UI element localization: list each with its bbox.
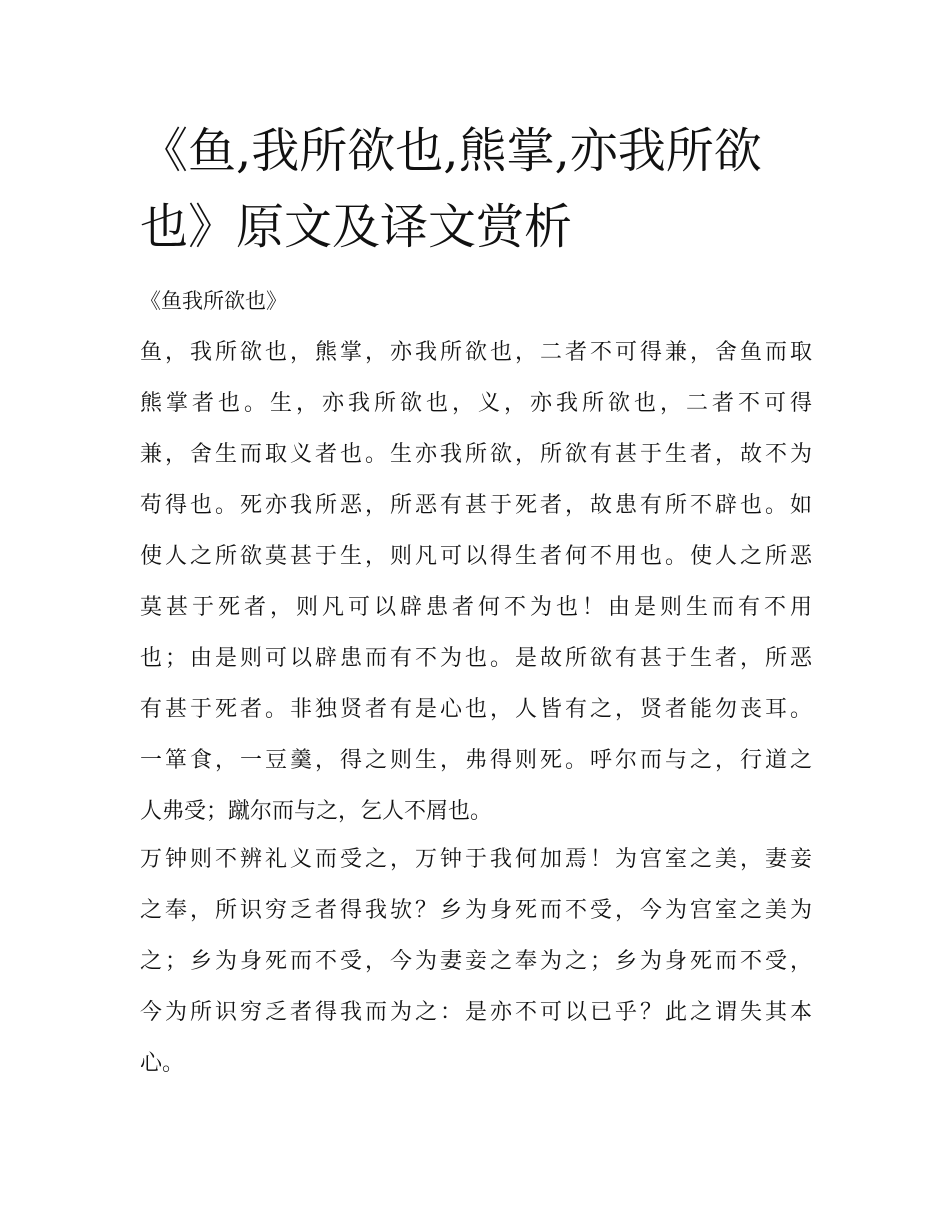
text-line: 今为所识穷乏者得我而为之：是亦不可以已乎？此之谓失其本 — [140, 1000, 812, 1025]
section-heading: 《鱼我所欲也》 — [140, 289, 287, 313]
text-line: 苟得也。死亦我所恶，所恶有甚于死者，故患有所不辟也。如 — [140, 493, 812, 518]
text-line: 有甚于死者。非独贤者有是心也，人皆有之，贤者能勿丧耳。 — [140, 697, 812, 722]
text-line: 人弗受；蹴尔而与之，乞人不屑也。 — [140, 799, 493, 824]
paragraph-1 — [140, 327, 812, 837]
text-line: 使人之所欲莫甚于生，则凡可以得生者何不用也。使人之所恶 — [140, 544, 812, 569]
text-line: 鱼，我所欲也，熊掌，亦我所欲也，二者不可得兼，舍鱼而取 — [140, 340, 812, 365]
text-line: 一箪食，一豆羹，得之则生，弗得则死。呼尔而与之，行道之 — [140, 748, 812, 773]
text-line: 兼，舍生而取义者也。生亦我所欲，所欲有甚于生者，故不为 — [140, 442, 812, 467]
document-title — [140, 113, 812, 265]
text-line: 之奉，所识穷乏者得我欤？乡为身死而不受，今为宫室之美为 — [140, 898, 812, 923]
text-line: 万钟则不辨礼义而受之，万钟于我何加焉！为宫室之美，妻妾 — [140, 847, 812, 872]
text-line: 熊掌者也。生，亦我所欲也，义，亦我所欲也，二者不可得 — [140, 391, 812, 416]
title-line: 《鱼,我所欲也,熊掌,亦我所欲 — [140, 123, 762, 179]
text-line: 心。 — [140, 1051, 185, 1076]
text-line: 之；乡为身死而不受，今为妻妾之奉为之；乡为身死而不受， — [140, 949, 812, 974]
text-line: 莫甚于死者，则凡可以辟患者何不为也！由是则生而有不用 — [140, 595, 812, 620]
text-line: 也；由是则可以辟患而有不为也。是故所欲有甚于生者，所恶 — [140, 646, 812, 671]
paragraph-2 — [140, 834, 812, 1089]
title-line: 也》原文及译文赏析 — [140, 199, 573, 255]
